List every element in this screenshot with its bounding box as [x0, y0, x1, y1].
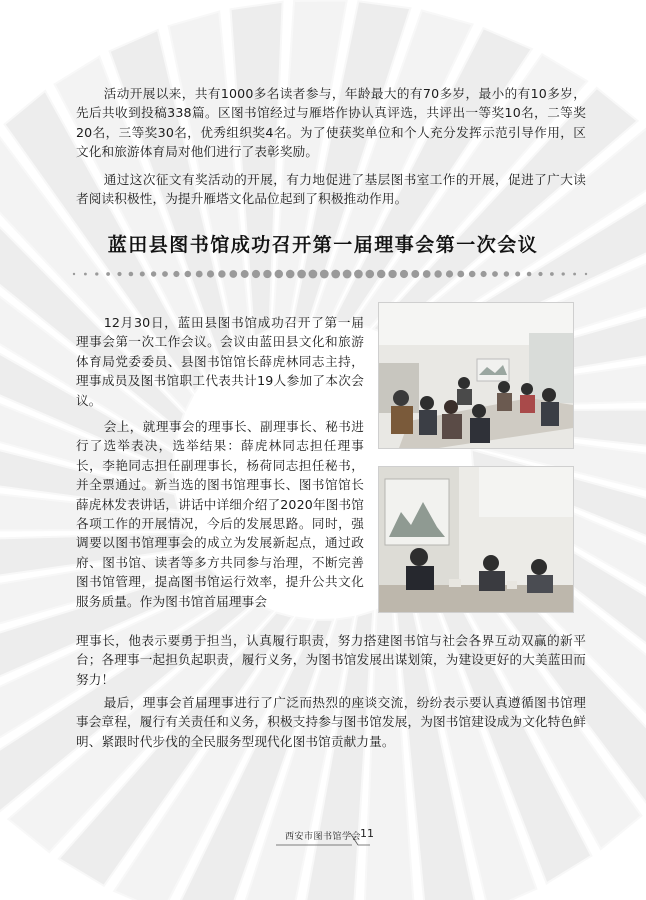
divider-dot	[354, 270, 363, 279]
divider-dot	[207, 270, 214, 277]
divider-dot	[263, 270, 271, 278]
divider-dot	[400, 270, 408, 278]
article-paragraph-3: 最后，理事会首届理事进行了广泛而热烈的座谈交流，纷纷表示要认真遵循图书馆理事会章程，履行有关责任和义务，积极支持参与图书馆发展，为图书馆建设成为文化特色鲜明、紧跟时代步伐的全民服务型现代化图书馆贡献力量。	[76, 695, 586, 749]
divider-dot	[73, 273, 75, 275]
divider-dot	[469, 271, 476, 278]
divider-dot	[388, 270, 396, 278]
divider-dot	[492, 271, 498, 277]
divider-dot	[297, 270, 306, 279]
article-paragraph-1: 12月30日，蓝田县图书馆成功召开了第一届理事会第一次工作会议。会议由蓝田县文化和旅游体育局党委委员、县图书馆馆长薛虎林同志主持，理事成员及图书馆职工代表共计19人参加了本次会议。	[76, 315, 364, 408]
meeting-photo-2	[378, 466, 574, 613]
divider-dot	[446, 270, 453, 277]
divider-dot	[140, 272, 145, 277]
divider-dot	[411, 270, 419, 278]
divider-dot	[331, 270, 340, 279]
article-title: 蓝田县图书馆成功召开第一届理事会第一次会议	[107, 234, 539, 256]
article-paragraph-2-continued: 理事长，他表示要勇于担当，认真履行职责，努力搭建图书馆与社会各界互动双赢的新平台；各理事一起担负起职责，履行义务，为图书馆发展出谋划策，为建设更好的大美蓝田而努力！	[76, 633, 586, 687]
divider-dot	[95, 272, 98, 275]
divider-dot	[309, 270, 318, 279]
divider-dot	[527, 272, 532, 277]
divider-dot	[117, 272, 121, 276]
article-paragraph-2: 会上，就理事会的理事长、副理事长、秘书进行了选举表决，选举结果：薛虎林同志担任理事长，李艳同志担任副理事长，杨荷同志担任秘书，并全票通过。新当选的图书馆理事长、图书馆馆长薛虎林发表讲话，讲话中详细介绍了2020年图书馆各项工作的开展情况，今后的发展思路。同时，强调要以图书馆理事会的成立为发展新起点，通过政府、图书馆、读者等多方共同参与治理，不断完善图书馆管理，提高图书馆运行效率，提升公共文化服务质量。作为图书馆首届理事会	[76, 419, 364, 609]
divider-dot	[457, 271, 464, 278]
divider-dot	[377, 270, 385, 278]
divider-dot	[106, 272, 110, 276]
divider-dot	[196, 271, 203, 278]
divider-dot	[218, 270, 225, 277]
meeting-photo-1	[378, 302, 574, 449]
divider-dot	[562, 272, 565, 275]
meeting-photo-1-image	[379, 303, 573, 448]
divider-dot	[515, 272, 520, 277]
meeting-photo-2-image	[379, 467, 573, 612]
footer-society-name: 西安市图书馆学会	[285, 832, 362, 842]
divider-dot	[252, 270, 260, 278]
divider-dot	[84, 273, 87, 276]
page-number: 11	[360, 827, 374, 840]
divider-dot	[434, 270, 441, 277]
title-divider	[70, 268, 590, 280]
divider-dot	[423, 270, 431, 278]
divider-dot	[129, 272, 134, 277]
divider-dot	[286, 270, 295, 279]
divider-dot	[229, 270, 237, 278]
divider-dot	[504, 271, 509, 276]
divider-dot	[162, 271, 168, 277]
divider-dot	[538, 272, 542, 276]
divider-dot	[573, 273, 576, 276]
divider-dot	[366, 270, 375, 279]
divider-dot	[275, 270, 283, 278]
divider-dot	[550, 272, 554, 276]
intro-paragraph-2: 通过这次征文有奖活动的开展，有力地促进了基层图书室工作的开展，促进了广大读者阅读积极性，为提升雁塔文化品位起到了积极推动作用。	[76, 172, 586, 207]
divider-dot	[151, 271, 156, 276]
divider-dot	[320, 270, 329, 279]
divider-dot	[185, 271, 192, 278]
divider-dot	[343, 270, 352, 279]
divider-dot	[241, 270, 249, 278]
divider-dot	[173, 271, 179, 277]
intro-paragraph-1: 活动开展以来，共有1000多名读者参与，年龄最大的有70多岁，最小的有10多岁，先后共收到投稿338篇。区图书馆经过与雁塔作协认真评选，共评出一等奖10名，二等奖20名，三等奖30名，优秀组织奖4名。为了使获奖单位和个人充分发挥示范引导作用，区文化和旅游体育局对他们进行了表彰奖励。	[76, 86, 586, 160]
divider-dot	[481, 271, 487, 277]
divider-dot	[585, 273, 587, 275]
